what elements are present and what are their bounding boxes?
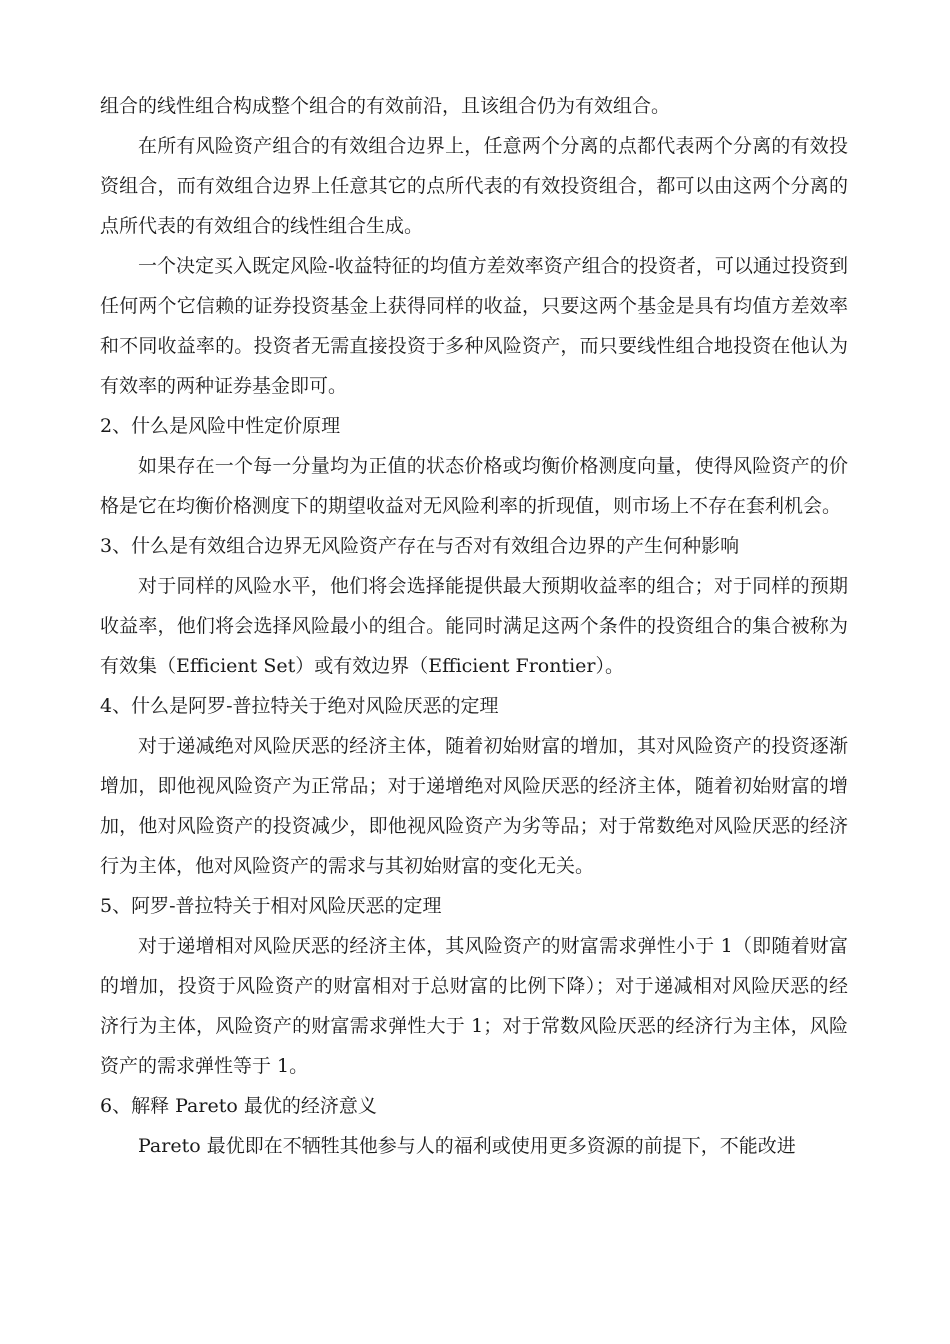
paragraph-efficient-frontier-points: 在所有风险资产组合的有效组合边界上，任意两个分离的点都代表两个分离的有效投资组合，而有效组合边界上任意其它的点所代表的有效投资组合，都可以由这两个分离的点所代表的有效组合的线性组合生成。 — [100, 135, 848, 237]
heading-question-4: 4、什么是阿罗-普拉特关于绝对风险厌恶的定理 — [100, 695, 499, 717]
paragraph-absolute-risk-aversion: 对于递减绝对风险厌恶的经济主体，随着初始财富的增加，其对风险资产的投资逐渐增加，即他视风险资产为正常品；对于递增绝对风险厌恶的经济主体，随着初始财富的增加，他对风险资产的投资减少，即他视风险资产为劣等品；对于常数绝对风险厌恶的经济行为主体，他对风险资产的需求与其初始财富的变化无关。 — [100, 735, 848, 877]
paragraph-relative-risk-aversion: 对于递增相对风险厌恶的经济主体，其风险资产的财富需求弹性小于 1（即随着财富的增加，投资于风险资产的财富相对于总财富的比例下降）；对于递减相对风险厌恶的经济行为主体，风险资产的财富需求弹性大于 1；对于常数风险厌恶的经济行为主体，风险资产的需求弹性等于 1。 — [100, 935, 848, 1077]
heading-question-2: 2、什么是风险中性定价原理 — [100, 415, 341, 437]
paragraph-efficient-set: 对于同样的风险水平，他们将会选择能提供最大预期收益率的组合；对于同样的预期收益率，他们将会选择风险最小的组合。能同时满足这两个条件的投资组合的集合被称为有效集（Efficient Set）或有效边界（Efficient Frontier）。 — [100, 575, 848, 677]
paragraph-two-fund-separation: 一个决定买入既定风险-收益特征的均值方差效率资产组合的投资者，可以通过投资到任何两个它信赖的证券投资基金上获得同样的收益，只要这两个基金是具有均值方差效率和不同收益率的。投资者无需直接投资于多种风险资产，而只要线性组合地投资在他认为有效率的两种证券基金即可。 — [100, 255, 848, 397]
heading-question-3: 3、什么是有效组合边界无风险资产存在与否对有效组合边界的产生何种影响 — [100, 535, 740, 557]
heading-question-5: 5、阿罗-普拉特关于相对风险厌恶的定理 — [100, 895, 442, 917]
document-body — [100, 86, 848, 1166]
paragraph-continued: 组合的线性组合构成整个组合的有效前沿，且该组合仍为有效组合。 — [100, 95, 671, 117]
heading-question-6: 6、解释 Pareto 最优的经济意义 — [100, 1095, 377, 1117]
paragraph-pareto-optimal: Pareto 最优即在不牺牲其他参与人的福利或使用更多资源的前提下，不能改进 — [138, 1135, 796, 1157]
paragraph-risk-neutral-pricing: 如果存在一个每一分量均为正值的状态价格或均衡价格测度向量，使得风险资产的价格是它在均衡价格测度下的期望收益对无风险利率的折现值，则市场上不存在套利机会。 — [100, 455, 848, 517]
